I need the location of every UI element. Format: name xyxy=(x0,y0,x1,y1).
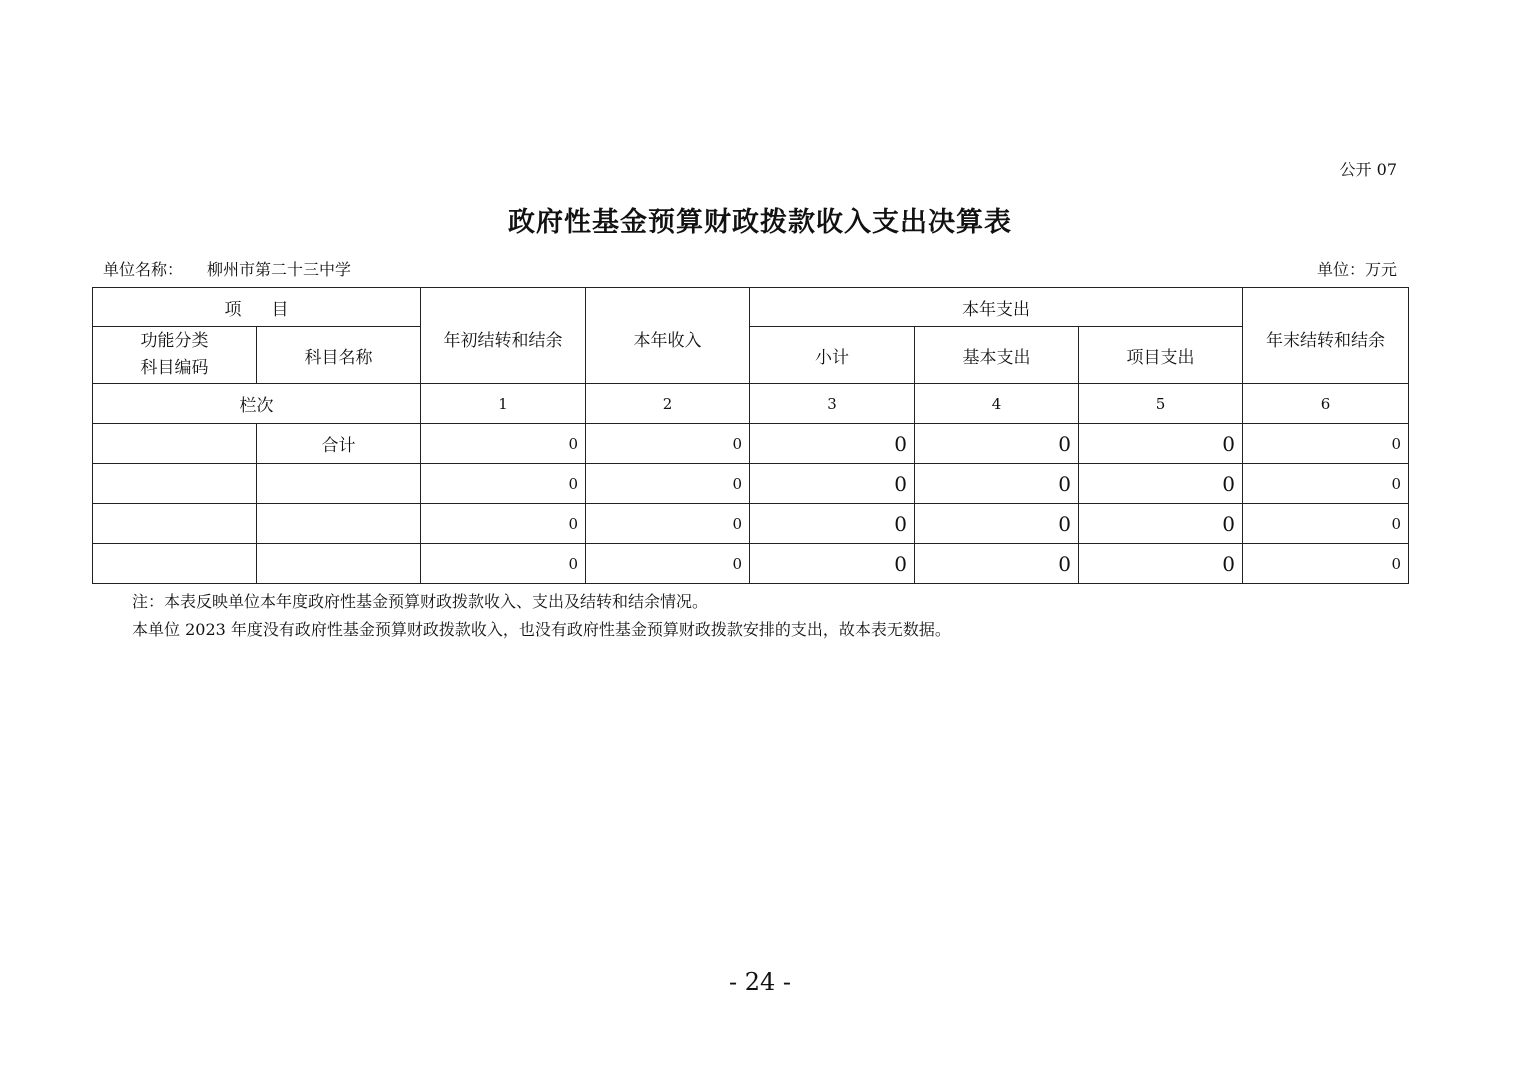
cell-value: 0 xyxy=(421,464,586,504)
cell-value: 0 xyxy=(1079,544,1243,584)
cell-value: 0 xyxy=(1243,424,1409,464)
table-row xyxy=(93,424,1409,464)
header-begin-balance: 年初结转和结余 xyxy=(421,288,586,384)
unit-name-label: 单位名称： xyxy=(103,260,184,279)
row-index-4: 4 xyxy=(915,384,1079,424)
header-subtotal: 小计 xyxy=(750,327,915,384)
cell-value: 0 xyxy=(586,464,750,504)
table-row xyxy=(93,504,1409,544)
row-index-2: 2 xyxy=(586,384,750,424)
header-end-balance: 年末结转和结余 xyxy=(1243,288,1409,384)
cell-value: 0 xyxy=(1243,464,1409,504)
header-current-income: 本年收入 xyxy=(586,288,750,384)
cell-value: 0 xyxy=(421,424,586,464)
row-index-6: 6 xyxy=(1243,384,1409,424)
page-number: - 24 - xyxy=(728,968,791,996)
cell-code xyxy=(93,504,257,544)
cell-value: 0 xyxy=(1079,504,1243,544)
currency-unit: 单位：万元 xyxy=(1316,260,1397,279)
cell-name xyxy=(257,544,421,584)
cell-value: 0 xyxy=(1243,544,1409,584)
header-current-expense: 本年支出 xyxy=(750,288,1243,327)
cell-value: 0 xyxy=(750,424,915,464)
cell-value: 0 xyxy=(915,544,1079,584)
page-code: 公开 07 xyxy=(1339,160,1397,179)
cell-value: 0 xyxy=(1079,464,1243,504)
table-row xyxy=(93,544,1409,584)
cell-value: 0 xyxy=(586,504,750,544)
header-function-code: 功能分类 科目编码 xyxy=(93,327,257,384)
header-item: 项 目 xyxy=(93,288,421,327)
row-index-5: 5 xyxy=(1079,384,1243,424)
cell-value: 0 xyxy=(586,424,750,464)
cell-value: 0 xyxy=(915,424,1079,464)
cell-name xyxy=(257,504,421,544)
header-basic-expense: 基本支出 xyxy=(915,327,1079,384)
cell-value: 0 xyxy=(750,544,915,584)
table-explanation: 本单位 2023 年度没有政府性基金预算财政拨款收入，也没有政府性基金预算财政拨款安排的支出，故本表无数据。 xyxy=(132,620,951,639)
cell-value: 0 xyxy=(915,464,1079,504)
cell-name xyxy=(257,464,421,504)
unit-name-value: 柳州市第二十三中学 xyxy=(207,260,352,279)
row-index-label: 栏次 xyxy=(93,384,421,424)
cell-code xyxy=(93,464,257,504)
table-note: 注：本表反映单位本年度政府性基金预算财政拨款收入、支出及结转和结余情况。 xyxy=(132,592,709,611)
cell-value: 0 xyxy=(750,504,915,544)
unit-name xyxy=(103,257,351,280)
table-row xyxy=(93,464,1409,504)
cell-value: 0 xyxy=(750,464,915,504)
header-project-expense: 项目支出 xyxy=(1079,327,1243,384)
cell-value: 0 xyxy=(586,544,750,584)
row-index-1: 1 xyxy=(421,384,586,424)
budget-table xyxy=(92,287,1409,584)
cell-code xyxy=(93,424,257,464)
cell-value: 0 xyxy=(1079,424,1243,464)
cell-name: 合计 xyxy=(257,424,421,464)
cell-value: 0 xyxy=(421,504,586,544)
cell-value: 0 xyxy=(421,544,586,584)
cell-value: 0 xyxy=(1243,504,1409,544)
page-title: 政府性基金预算财政拨款收入支出决算表 xyxy=(508,207,1012,238)
cell-code xyxy=(93,544,257,584)
row-index-3: 3 xyxy=(750,384,915,424)
cell-value: 0 xyxy=(915,504,1079,544)
header-subject-name: 科目名称 xyxy=(257,327,421,384)
